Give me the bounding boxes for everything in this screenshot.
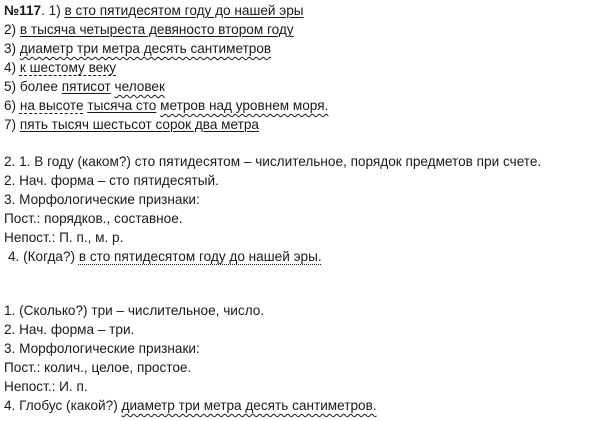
phrase-3: диаметр три метра десять сантиметров [19,41,272,56]
phrase-5-b: пятисот [61,79,111,94]
phrase-2: в тысяча четыреста девяносто втором году [19,22,294,37]
task-line-4 [4,59,116,77]
analysis-1-line-6 [8,248,322,266]
task-line-6 [4,97,328,115]
item-number: 4) [4,60,17,75]
phrase-1: в сто пятидесятом году до нашей эры [64,3,304,18]
underlined-phrase: диаметр три метра десять сантиметров. [121,398,377,413]
analysis-2-line-3: 3. Морфологические признаки: [4,341,200,356]
task-line-7 [4,116,259,134]
task-line-5 [4,78,165,96]
phrase-4: к шестому веку [19,60,117,75]
task-number: №117 [4,3,42,18]
analysis-2-line-5: Непост.: И. п. [4,379,88,394]
task-line-1: №117. 1) в сто пятидесятом году до нашей эры [4,3,304,18]
task-line-2 [4,21,294,39]
analysis-2-line-2: 2. Нач. форма – три. [4,322,135,337]
analysis-1-line-3: 3. Морфологические признаки: [4,192,200,207]
underlined-phrase: в сто пятидесятом году до нашей эры. [78,249,322,264]
item-number: 6) [4,98,17,113]
item-number: 3) [4,41,17,56]
analysis-1-line-2: 2. Нач. форма – сто пятидесятый. [4,173,219,188]
question-text: 4. Глобус (какой?) [4,398,118,413]
phrase-6-a: на высоте [19,98,84,113]
question-text: 4. (Когда?) [8,249,76,264]
analysis-1-line-1: 2. 1. В году (каком?) сто пятидесятом – числительное, порядок предметов при счете. [4,154,542,169]
item-number: 7) [4,117,17,132]
phrase-7: пять тысяч шестьсот сорок два метра [19,117,259,132]
item-number: 1) [48,3,61,18]
analysis-2-line-4: Пост.: колич., целое, простое. [4,360,192,375]
analysis-2-line-6 [4,397,377,415]
phrase-5-c: человек [114,79,165,94]
task-line-3 [4,40,271,58]
item-number: 5) [4,79,17,94]
phrase-6-b: тысяча сто [87,98,157,113]
analysis-1-line-5: Непост.: П. п., м. р. [4,230,124,245]
phrase-6-c: метров над уровнем моря. [160,98,329,113]
phrase-5-a: более [19,79,58,94]
item-number: 2) [4,22,17,37]
analysis-2-line-1: 1. (Сколько?) три – числительное, число. [4,303,265,318]
analysis-1-line-4: Пост.: порядков., составное. [4,211,183,226]
